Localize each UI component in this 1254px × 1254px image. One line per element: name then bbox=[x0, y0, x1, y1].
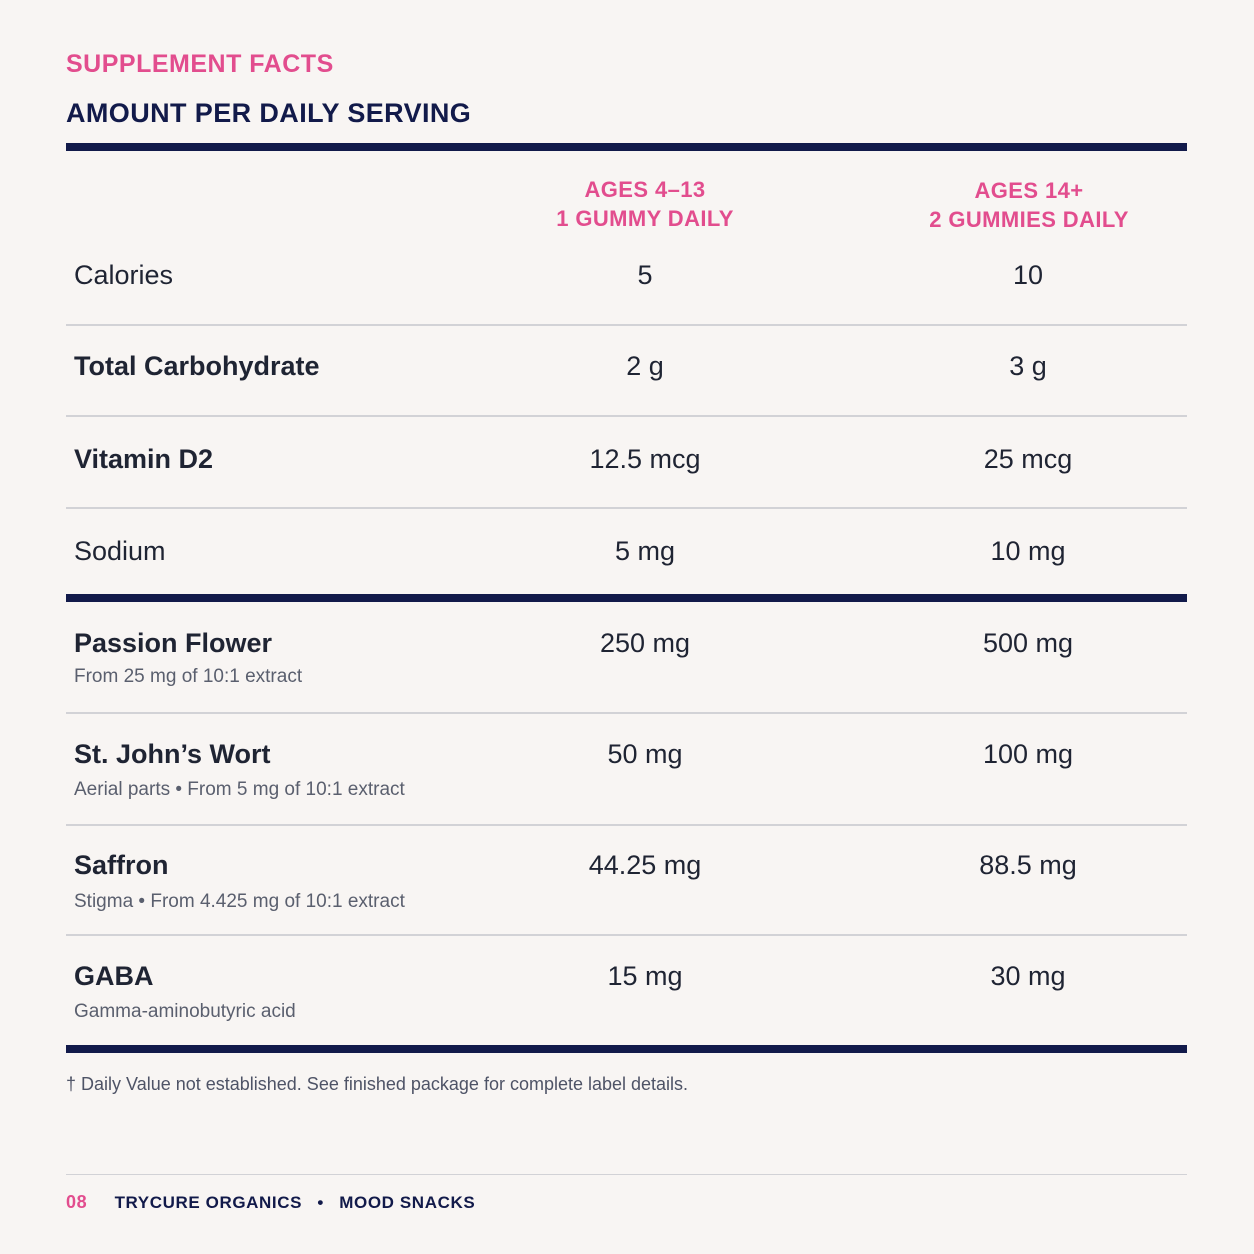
row-subtext: Aerial parts • From 5 mg of 10:1 extract bbox=[74, 779, 405, 800]
row-value-kids: 44.25 mg bbox=[588, 850, 702, 880]
row-value-adults: 10 mg bbox=[990, 536, 1066, 566]
eyebrow-label: SUPPLEMENT FACTS bbox=[66, 50, 334, 78]
row-value-adults: 500 mg bbox=[982, 628, 1074, 658]
row-value-kids: 15 mg bbox=[607, 961, 683, 991]
row-name: Passion Flower bbox=[74, 628, 273, 658]
row-name: Saffron bbox=[74, 850, 169, 880]
row-name: Sodium bbox=[74, 536, 166, 566]
footer-product: MOOD SNACKS bbox=[339, 1193, 476, 1212]
row-divider bbox=[66, 324, 1187, 326]
column-header-ages-4-13 bbox=[485, 175, 805, 233]
column-header-age: AGES 4–13 bbox=[584, 177, 706, 202]
top-divider bbox=[66, 143, 1187, 151]
row-value-kids: 250 mg bbox=[599, 628, 691, 658]
row-name: Vitamin D2 bbox=[74, 444, 214, 474]
row-divider bbox=[66, 712, 1187, 714]
row-name: GABA bbox=[74, 961, 154, 991]
footer-divider bbox=[66, 1174, 1187, 1175]
bottom-divider bbox=[66, 1045, 1187, 1053]
row-divider bbox=[66, 415, 1187, 417]
page-title: AMOUNT PER DAILY SERVING bbox=[66, 98, 472, 128]
page-footer bbox=[66, 1192, 475, 1213]
row-value-kids: 2 g bbox=[626, 351, 664, 381]
row-name: Total Carbohydrate bbox=[74, 351, 320, 381]
row-value-kids: 50 mg bbox=[607, 739, 683, 769]
row-value-kids: 5 bbox=[637, 260, 653, 290]
row-subtext: Gamma-aminobutyric acid bbox=[74, 1001, 296, 1022]
row-divider bbox=[66, 824, 1187, 826]
row-subtext: Stigma • From 4.425 mg of 10:1 extract bbox=[74, 891, 405, 912]
row-value-kids: 5 mg bbox=[614, 536, 676, 566]
column-header-dose: 2 GUMMIES DAILY bbox=[929, 207, 1129, 232]
column-header-dose: 1 GUMMY DAILY bbox=[556, 206, 734, 231]
row-divider bbox=[66, 507, 1187, 509]
section-divider bbox=[66, 594, 1187, 602]
footer-separator: • bbox=[317, 1193, 324, 1212]
row-subtext: From 25 mg of 10:1 extract bbox=[74, 666, 303, 687]
column-header-age: AGES 14+ bbox=[974, 178, 1084, 203]
row-value-adults: 10 bbox=[1012, 260, 1044, 290]
row-name: Calories bbox=[74, 260, 174, 290]
column-header-ages-14-plus bbox=[869, 176, 1189, 234]
row-name: St. John’s Wort bbox=[74, 739, 271, 769]
row-value-adults: 100 mg bbox=[982, 739, 1074, 769]
row-value-adults: 30 mg bbox=[990, 961, 1066, 991]
footer-brand: TRYCURE ORGANICS bbox=[114, 1193, 303, 1212]
row-value-adults: 3 g bbox=[1009, 351, 1047, 381]
row-value-adults: 25 mcg bbox=[983, 444, 1073, 474]
page-number: 08 bbox=[66, 1192, 88, 1212]
row-value-kids: 12.5 mcg bbox=[589, 444, 701, 474]
footnote: † Daily Value not established. See finished package for complete label details. bbox=[66, 1074, 689, 1094]
row-divider bbox=[66, 934, 1187, 936]
row-value-adults: 88.5 mg bbox=[979, 850, 1077, 880]
